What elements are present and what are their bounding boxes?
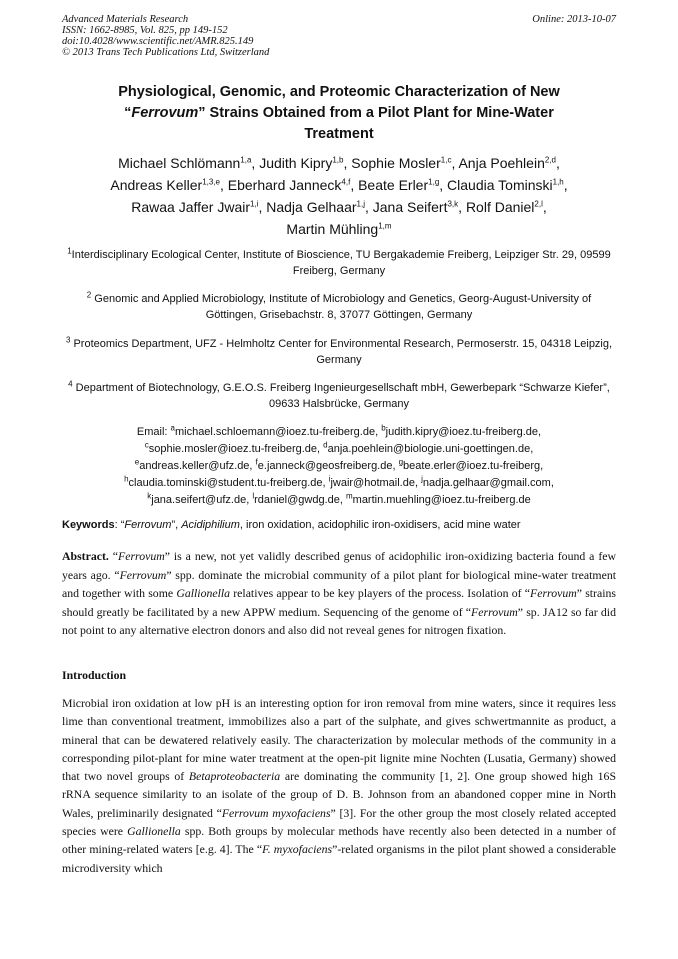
- email-address: rdaniel@gwdg.de,: [254, 494, 346, 506]
- email-list: Email: $^a$michael.schloemann@ioez.tu-freiberg.de, $^b$judith.kipry@ioez.tu-freiberg.de, $^c$sophie.mosler@ioez.tu-freiberg.de, $^d$anja.poehlein@biologie.uni-goettingen.de, $^e$andreas.keller@ufz.de, $^f$e.janneck@geosfreiberg.de, $^g$beate.erler@ioez.tu-freiberg, $^h$claudia.tominski@student.tu-freiberg.de, $^i$jwair@hotmail.de, $^j$nadja.gelhaar@gmail.com, $^k$jana.seifert@ufz.de, $^l$rdaniel@gwdg.de, $^m$martin.muehling@ioez.tu-freiberg.de: [124, 423, 554, 506]
- title-line-3: Treatment: [304, 126, 374, 142]
- author: Andreas Keller$^{1,3,e}$,: [110, 177, 228, 193]
- author: Martin Mühling$^{1,m}$: [286, 221, 392, 237]
- email-address: jana.seifert@ufz.de,: [151, 494, 253, 506]
- affiliation: $^2$ Genomic and Applied Microbiology, Institute of Microbiology and Genetics, Georg-August-University of Göttingen, Grisebachstr. 8, 37077 Göttingen, Germany: [86, 290, 592, 321]
- author: Anja Poehlein$^{2,d}$,: [458, 155, 560, 171]
- journal-copyright: © 2013 Trans Tech Publications Ltd, Switzerland: [62, 47, 270, 58]
- introduction-paragraph: Microbial iron oxidation at low pH is an interesting option for iron removal from mine waters, since it requires less lime than conventional treatment, immobilizes also a part of the sulphate, and gives schwertmannite as product, a mineral that can be dewatered relatively easily. The characterization by molecular methods of the community in a corresponding pilot-plant for mine water treatment at the open-pit lignite mine Nochten (Lusatia, Germany) showed that two novel groups of Betaproteobacteria are dominating the community [1, 2]. One group showed high 16S rRNA sequence similarity to an isolate of the group of D. B. Johnson from an abandoned copper mine in North Wales, preliminarily designated “Ferrovum myxofaciens” [3]. For the other group the most closely related accepted species were Gallionella spp. Both groups by molecular methods have recently also been detected in a number of other mining-related waters [e.g. 4]. The “F. myxofaciens”-related organisms in the pilot plant showed a considerable microdiversity which: [62, 696, 617, 875]
- journal-name: Advanced Materials Research: [62, 14, 189, 25]
- author: Rawaa Jaffer Jwair$^{1,i}$,: [131, 199, 267, 215]
- email-address: andreas.keller@ufz.de,: [139, 460, 256, 472]
- keywords-label: Keywords: [62, 519, 115, 531]
- email-address: claudia.tominski@student.tu-freiberg.de,: [128, 477, 329, 489]
- author: Sophie Mosler$^{1,c}$,: [351, 155, 459, 171]
- affiliation: $^1$Interdisciplinary Ecological Center, Institute of Bioscience, TU Bergakademie Freiberg, Leipziger Str. 29, 09599 Freiberg, Germany: [67, 246, 611, 277]
- journal-issn: ISSN: 1662-8985, Vol. 825, pp 149-152: [62, 25, 228, 36]
- author: Nadja Gelhaar$^{1,j}$,: [266, 199, 373, 215]
- author: Eberhard Janneck$^{4,f}$,: [227, 177, 359, 193]
- title-line-1: Physiological, Genomic, and Proteomic Characterization of New: [118, 84, 560, 100]
- journal-header: [62, 14, 616, 58]
- email-address: anja.poehlein@biologie.uni-goettingen.de,: [327, 443, 534, 455]
- author: Michael Schlömann$^{1,a}$,: [118, 155, 260, 171]
- author: Claudia Tominski$^{1,h}$,: [447, 177, 568, 193]
- title-genus: Ferrovum: [131, 105, 199, 121]
- author: Jana Seifert$^{3,k}$,: [372, 199, 466, 215]
- email-address: jwair@hotmail.de,: [330, 477, 422, 489]
- author: Rolf Daniel$^{2,l}$,: [465, 199, 547, 215]
- email-address: nadja.gelhaar@gmail.com,: [422, 477, 554, 489]
- email-address: martin.muehling@ioez.tu-freiberg.de: [352, 494, 531, 506]
- abstract: Abstract. “Ferrovum” is a new, not yet validly described genus of acidophilic iron-oxidizing bacteria found a few years ago. “Ferrovum” spp. dominate the microbial community of a pilot plant for biological mine-water treatment and together with some Gallionella relatives appear to be key players of the process. Isolation of “Ferrovum” strains should greatly be facilitated by a new APPW medium. Sequencing of the genome of “Ferrovum” sp. JA12 so far did not point to any alternative electron donors and also did not reveal genes for nitrogen fixation.: [62, 549, 617, 638]
- title-quote-open: “: [124, 105, 132, 121]
- affiliation: $^3$ Proteomics Department, UFZ - Helmholtz Center for Environmental Research, Permoserstr. 15, 04318 Leipzig, Germany: [65, 335, 613, 366]
- author: Judith Kipry$^{1,b}$,: [259, 155, 352, 171]
- section-heading-introduction: Introduction: [62, 668, 127, 682]
- abstract-label: Abstract.: [62, 549, 109, 563]
- email-address: michael.schloemann@ioez.tu-freiberg.de,: [174, 426, 382, 438]
- affiliation: $^4$ Department of Biotechnology, G.E.O.S. Freiberg Ingenieurgesellschaft mbH, Gewerbepark “Schwarze Kiefer”, 09633 Halsbrücke, Germany: [68, 379, 610, 410]
- author-list: [62, 152, 616, 240]
- title-line-2: ” Strains Obtained from a Pilot Plant for Mine-Water: [198, 105, 554, 121]
- keywords: Keywords: “Ferrovum”, Acidiphilium, iron oxidation, acidophilic iron-oxidisers, acid mine water: [62, 519, 521, 531]
- email-address: e.janneck@geosfreiberg.de,: [257, 460, 399, 472]
- author: Beate Erler$^{1,g}$,: [358, 177, 448, 193]
- email-address: beate.erler@ioez.tu-freiberg,: [403, 460, 544, 472]
- paper-title: [62, 82, 616, 145]
- online-date: Online: 2013-10-07: [532, 14, 616, 25]
- email-address: sophie.mosler@ioez.tu-freiberg.de,: [148, 443, 324, 455]
- email-address: judith.kipry@ioez.tu-freiberg.de,: [385, 426, 542, 438]
- email-label: Email:: [136, 426, 171, 438]
- journal-doi: doi:10.4028/www.scientific.net/AMR.825.149: [62, 36, 254, 47]
